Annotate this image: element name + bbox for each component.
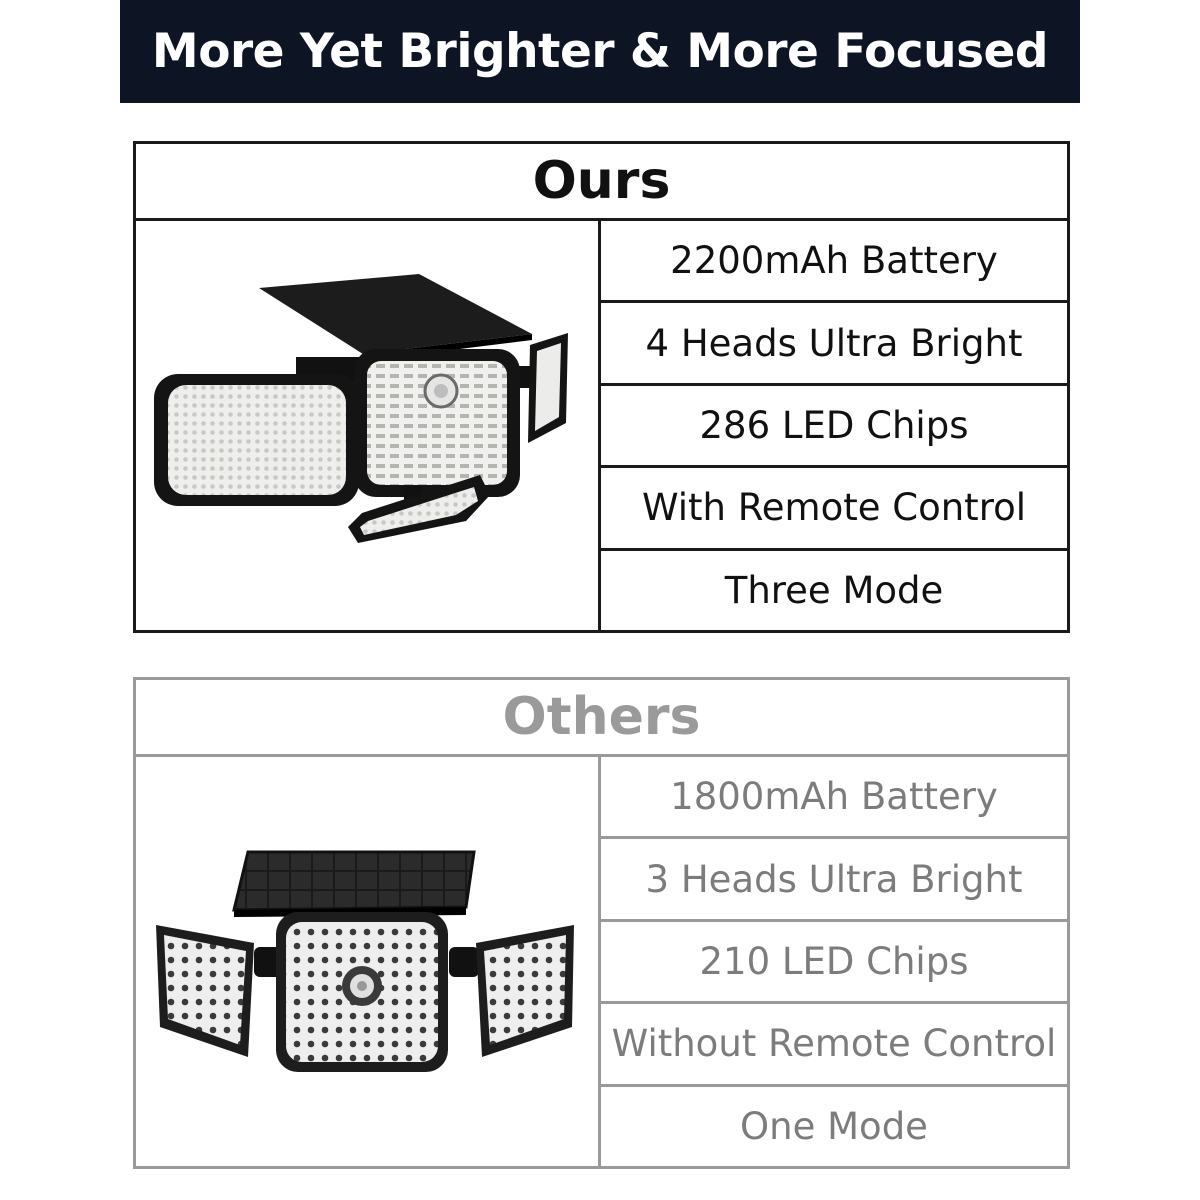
ours-feature-remote: With Remote Control [601,468,1067,550]
others-feature-list [601,757,1067,1166]
ours-heading: Ours [136,144,1067,221]
four-head-solar-light-icon [136,221,598,631]
three-head-solar-light-icon [136,757,598,1167]
banner-title: More Yet Brighter & More Focused [120,0,1080,103]
others-table [133,677,1070,1169]
ours-feature-heads: 4 Heads Ultra Bright [601,303,1067,385]
others-feature-battery: 1800mAh Battery [601,757,1067,839]
ours-feature-mode: Three Mode [724,568,944,612]
ours-feature-list [601,221,1067,630]
ours-feature-battery: 2200mAh Battery [601,221,1067,303]
ours-table [133,141,1070,633]
ours-image-cell [136,221,601,630]
others-feature-led-chips: 210 LED Chips [601,922,1067,1004]
others-image-cell [136,757,601,1166]
others-feature-heads: 3 Heads Ultra Bright [601,839,1067,921]
ours-feature-led-chips: 286 LED Chips [601,386,1067,468]
others-feature-remote: Without Remote Control [601,1004,1067,1086]
others-heading: Others [136,680,1067,757]
others-feature-mode: One Mode [740,1104,928,1148]
